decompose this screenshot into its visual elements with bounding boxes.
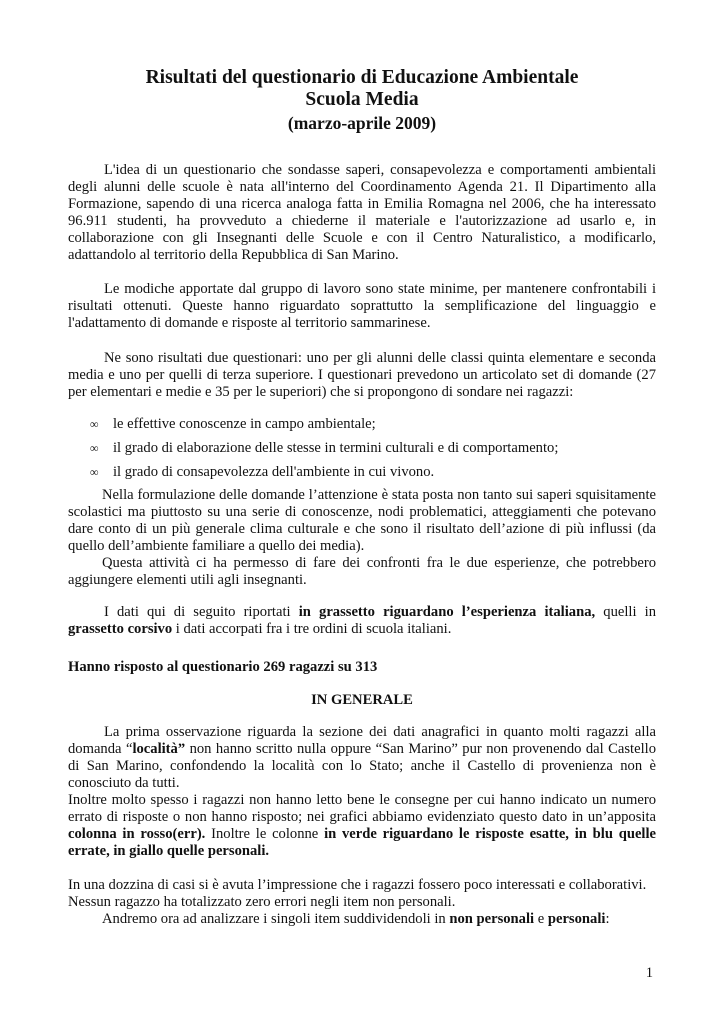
respondents-count: Hanno risposto al questionario 269 ragazzi su 313 [68, 659, 378, 675]
paragraph-closing: In una dozzina di casi si è avuta l’impressione che i ragazzi fossero poco interessati e collaborativi. Nessun ragazzo ha totalizzato zero errori negli item non personali. Andremo ora ad analizzare i singoli item suddividendoli in non personali e personali: [68, 877, 647, 927]
doc-subtitle: Scuola Media [305, 89, 419, 110]
bullet-icon: ∞ [90, 441, 99, 455]
list-item: ∞ le effettive conoscenze in campo ambientale; [90, 416, 376, 432]
list-item: ∞ il grado di consapevolezza dell'ambiente in cui vivono. [90, 464, 435, 480]
bullet-icon: ∞ [90, 417, 99, 431]
bullet-icon: ∞ [90, 465, 99, 479]
paragraph-general: La prima osservazione riguarda la sezione dei dati anagrafici in quanto molti ragazzi alla domanda “località” non hanno scritto nulla oppure “San Marino” pur non provenendo dal Castello di San Marino, confondendo la località con lo Stato; anche il Castello di provenienza non è conosciuto da tutti. Inoltre molto spesso i ragazzi non hanno letto bene le consegne per cui hanno indicato un numero errato di risposte o non hanno risposto; nei grafici abbiamo evidenziato questo dato in un’apposita colonna in rosso(err). Inoltre le colonne in verde riguardano le risposte esatte, in blu quelle errate, in giallo quelle personali. [68, 724, 657, 859]
doc-date: (marzo-aprile 2009) [287, 113, 437, 133]
paragraph-modifications: Le modiche apportate dal gruppo di lavoro sono state minime, per mantenere confrontabili i risultati ottenuti. Queste hanno riguardato soprattutto la semplificazione del linguaggio e l'adattamento di domande e risposte al territorio sammarinese. [68, 281, 656, 331]
paragraph-intro: L'idea di un questionario che sondasse saperi, consapevolezza e comportamenti ambientali degli alunni delle scuole è nata all'interno del Coordinamento Agenda 21. Il Dipartimento alla Formazione, sapendo di una ricerca analoga fatta in Emilia Romagna nel 2006, che ha interessato 96.911 studenti, ha provveduto a chiederne il materiale e l'autorizzazione ad usarlo e, in collaborazione con gli Insegnanti delle Scuole e con il Centro Naturalistico, a modificarlo, adattandolo al territorio della Repubblica di San Marino. [68, 162, 656, 263]
paragraph-legend: I dati qui di seguito riportati in grassetto riguardano l’esperienza italiana, quelli in grassetto corsivo i dati accorpati fra i tre ordini di scuola italiani. [68, 604, 656, 637]
section-heading: IN GENERALE [311, 692, 413, 708]
list-item: ∞ il grado di elaborazione delle stesse in termini culturali e di comportamento; [90, 440, 559, 456]
page-number: 1 [645, 965, 653, 981]
paragraph-questionnaires: Ne sono risultati due questionari: uno per gli alunni delle classi quinta elementare e seconda media e uno per quelli di terza superiore. I questionari prevedono un articolato set di domande (27 per elementari e medie e 35 per le superiori) che si propongono di sondare nei ragazzi: [68, 350, 656, 400]
doc-title: Risultati del questionario di Educazione Ambientale [145, 67, 579, 88]
paragraph-formulation: Nella formulazione delle domande l’attenzione è stata posta non tanto sui saperi squisitamente scolastici ma piuttosto su una serie di conoscenze, nodi problematici, atteggiamenti che potevano dare conto di un più generale clima culturale e che sono il risultato dell’azione di più influssi (da quello dell’ambiente familiare a quello dei media). Questa attività ci ha permesso di fare dei confronti fra le due esperienze, che potrebbero aggiungere elementi utili agli insegnanti. [68, 487, 656, 588]
